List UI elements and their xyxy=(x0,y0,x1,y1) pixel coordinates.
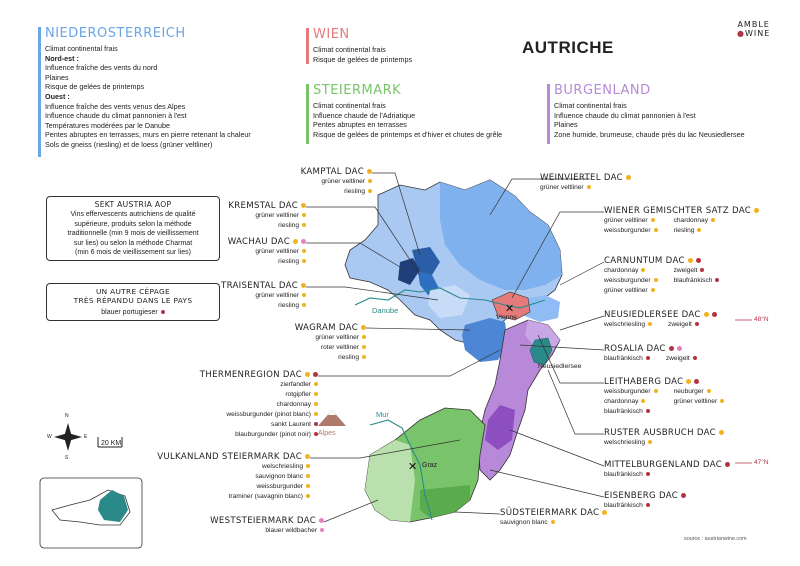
dac-label xyxy=(604,377,724,417)
dac-title xyxy=(301,167,372,177)
grape-name: blauburgunder (pinot noir) xyxy=(235,431,311,438)
grape-variety xyxy=(674,397,725,407)
grape-variety xyxy=(604,354,650,364)
red-dot xyxy=(693,356,697,360)
leader-ruster xyxy=(548,370,604,434)
red-dot xyxy=(646,503,650,507)
grape-variety xyxy=(301,187,372,197)
white-dot xyxy=(306,474,310,478)
grape-variety xyxy=(200,420,318,430)
white-dot xyxy=(302,213,306,217)
dac-label xyxy=(228,237,306,267)
grape-column xyxy=(604,387,658,417)
dac-title xyxy=(200,370,318,380)
grape-variety xyxy=(157,482,310,492)
grape-icon: ● xyxy=(737,29,745,38)
red-dot xyxy=(646,472,650,476)
grape-variety xyxy=(604,438,724,448)
dac-name: CARNUNTUM DAC xyxy=(604,256,685,266)
grape-variety xyxy=(604,320,652,330)
grape-name: sankt Laurent xyxy=(271,421,311,428)
grape-name: zierfandler xyxy=(280,381,311,388)
grape-variety xyxy=(200,400,318,410)
white-dot xyxy=(648,440,652,444)
grape-name: blaufränkisch xyxy=(604,355,643,362)
graz-marker-icon: ✕ xyxy=(408,460,418,473)
grape-name: grüner veltliner xyxy=(673,398,718,405)
niederosterreich-line: Influence fraîche des vents venus des Alpes xyxy=(45,101,186,111)
grape-name: grüner veltliner xyxy=(321,178,365,185)
grape-variety xyxy=(674,387,725,397)
leader-mittelburgenland xyxy=(510,430,604,466)
grape-variety xyxy=(200,380,318,390)
grape-variety xyxy=(221,301,306,311)
grape-name: weissburgunder xyxy=(256,483,303,490)
white-dot xyxy=(551,520,555,524)
wien-title: WIEN xyxy=(313,27,350,42)
white-dot xyxy=(306,464,310,468)
leader-weststeiermark xyxy=(324,500,378,522)
dac-title xyxy=(157,452,310,462)
grape-name: riesling xyxy=(278,258,299,265)
white-dot xyxy=(686,379,691,384)
dac-label xyxy=(540,173,631,193)
white-dot xyxy=(301,203,306,208)
niederosterreich-line: Plaines xyxy=(45,72,69,82)
white-dot xyxy=(648,322,652,326)
rose-dot xyxy=(320,528,324,532)
red-dot xyxy=(681,493,686,498)
grape-variety xyxy=(157,472,310,482)
grape-variety xyxy=(210,526,324,536)
grape-name: grüner veltliner xyxy=(315,334,359,341)
grape-name: grüner veltliner xyxy=(255,212,299,219)
grape-name: riesling xyxy=(344,188,365,195)
red-dot xyxy=(646,356,650,360)
grape-columns xyxy=(604,266,719,296)
region-sudsteiermark xyxy=(420,485,470,518)
rose-dot xyxy=(677,346,682,351)
dac-title xyxy=(221,281,306,291)
grape-name: grüner veltliner xyxy=(604,217,648,224)
red-dot xyxy=(715,278,719,282)
grape-variety xyxy=(228,211,306,221)
grape-variety xyxy=(295,333,366,343)
grape-name: riesling xyxy=(338,354,359,361)
white-dot xyxy=(654,278,658,282)
grape-variety xyxy=(157,462,310,472)
dac-label xyxy=(500,508,607,528)
white-dot xyxy=(641,399,645,403)
grape-column xyxy=(666,354,697,364)
white-dot xyxy=(314,412,318,416)
white-dot xyxy=(302,293,306,297)
grape-name: chardonnay xyxy=(604,267,639,274)
white-dot xyxy=(654,389,658,393)
white-dot xyxy=(626,175,631,180)
grape-name: blaufränkisch xyxy=(604,471,643,478)
dac-name: WEINVIERTEL DAC xyxy=(540,173,623,183)
grape-variety xyxy=(200,410,318,420)
grape-variety xyxy=(604,470,730,480)
vienne-label: Vienne xyxy=(496,314,518,321)
cepage-line: UN AUTRE CÉPAGE xyxy=(95,287,171,296)
red-dot xyxy=(712,312,717,317)
grape-name: zweigelt xyxy=(673,267,698,274)
grape-name: rotgipfler xyxy=(285,391,311,398)
compass-n: N xyxy=(65,413,69,419)
grape-variety xyxy=(604,501,686,511)
white-dot xyxy=(704,312,709,317)
grape-column xyxy=(604,216,658,236)
cepage-line: TRÈS RÉPANDU DANS LE PAYS xyxy=(73,296,193,306)
dac-title xyxy=(604,310,717,320)
white-dot xyxy=(754,208,759,213)
white-dot xyxy=(641,268,645,272)
grape-variety xyxy=(604,276,658,286)
alpes-label: Alpes xyxy=(318,430,336,437)
dac-title xyxy=(500,508,607,518)
dac-label xyxy=(604,428,724,448)
dac-label xyxy=(200,370,318,440)
grape-variety xyxy=(228,247,306,257)
grape-variety xyxy=(604,216,658,226)
white-dot xyxy=(361,325,366,330)
grape-variety xyxy=(604,266,658,276)
white-dot xyxy=(697,228,701,232)
grape-name: chardonnay xyxy=(673,217,709,224)
steiermark-line: Risque de gelées de printemps et d'hiver et chutes de grêle xyxy=(313,129,503,139)
grape-name: zweigelt xyxy=(668,321,692,328)
grape-variety xyxy=(604,387,658,397)
niederosterreich-title: NIEDEROSTERREICH xyxy=(45,26,186,41)
dac-title xyxy=(604,206,759,216)
white-dot xyxy=(602,510,607,515)
white-dot xyxy=(305,372,310,377)
wien-line: Climat continental frais xyxy=(313,45,386,54)
lat47-label: 47°N xyxy=(754,459,769,466)
grape-columns xyxy=(604,320,717,330)
dac-title xyxy=(295,323,366,333)
grape-name: sauvignon blanc xyxy=(500,519,548,526)
grape-variety xyxy=(604,286,658,296)
alpes-snow-icon xyxy=(328,410,336,415)
niederosterreich-line: Pentes abruptes en terrasses, murs en pierre retenant la chaleur xyxy=(45,130,251,140)
white-dot xyxy=(587,185,591,189)
white-dot xyxy=(362,335,366,339)
grape-name: welschriesling xyxy=(604,439,646,446)
grape-name: blauer wildbacher xyxy=(265,527,317,534)
white-dot xyxy=(305,454,310,459)
white-dot xyxy=(651,218,655,222)
dac-title xyxy=(604,491,686,501)
grape-variety xyxy=(674,216,715,226)
danube-label: Danube xyxy=(372,306,399,315)
grape-name: grüner veltliner xyxy=(604,287,648,294)
dac-name: ROSALIA DAC xyxy=(604,344,666,354)
grape-name: neuburger xyxy=(673,388,704,395)
dac-name: RUSTER AUSBRUCH DAC xyxy=(604,428,716,438)
leader-eisenberg xyxy=(490,470,604,497)
dac-name: SÜDSTEIERMARK DAC xyxy=(500,508,600,518)
grape-column xyxy=(674,266,720,296)
cepage-grape: blauer portugieser xyxy=(51,308,215,317)
grape-variety xyxy=(200,390,318,400)
white-dot xyxy=(711,218,715,222)
dac-name: NEUSIEDLERSEE DAC xyxy=(604,310,701,320)
grape-name: roter veltliner xyxy=(320,344,359,351)
dac-title xyxy=(604,428,724,438)
dac-name: WIENER GEMISCHTER SATZ DAC xyxy=(604,206,752,216)
grape-name: grüner veltliner xyxy=(540,184,584,191)
dac-name: TRAISENTAL DAC xyxy=(221,281,298,291)
grape-variety xyxy=(200,430,318,440)
dac-name: VULKANLAND STEIERMARK DAC xyxy=(157,452,302,462)
grape-name: sauvignon blanc xyxy=(255,473,303,480)
steiermark-line: Pentes abruptes en terrasses xyxy=(313,120,407,130)
grape-name: weissburgunder xyxy=(604,388,651,395)
burgenland-line: Climat continental frais xyxy=(554,101,627,110)
dac-name: WAGRAM DAC xyxy=(294,323,358,333)
grape-name: blaufränkisch xyxy=(604,408,643,415)
white-dot xyxy=(306,494,310,498)
grape-column xyxy=(604,320,652,330)
burgenland-title: BURGENLAND xyxy=(554,83,651,98)
dac-label xyxy=(210,516,324,536)
grape-variety xyxy=(228,257,306,267)
grape-name: grüner veltliner xyxy=(255,248,299,255)
white-dot xyxy=(367,169,372,174)
dac-name: WACHAU DAC xyxy=(227,237,290,247)
white-dot xyxy=(368,179,372,183)
dac-title xyxy=(540,173,631,183)
white-dot xyxy=(362,355,366,359)
white-dot xyxy=(302,223,306,227)
white-dot xyxy=(720,399,724,403)
steiermark-title: STEIERMARK xyxy=(313,83,402,98)
dac-label xyxy=(157,452,310,502)
logo-line1: AMBLE xyxy=(737,20,770,29)
grape-name: blaufränkisch xyxy=(673,277,713,284)
compass-w: W xyxy=(47,434,52,440)
grape-variety xyxy=(157,492,310,502)
sekt-line: (min 6 mois de vieillissement sur lies) xyxy=(75,249,191,257)
grape-column xyxy=(604,266,658,296)
grape-name: blaufränkisch xyxy=(604,502,643,509)
niederosterreich-line: Influence chaude du climat pannonien à l'est xyxy=(45,111,187,121)
dac-label xyxy=(228,201,306,231)
dac-name: EISENBERG DAC xyxy=(604,491,679,501)
niederosterreich-line: Risque de gelées de printemps xyxy=(45,82,145,92)
grape-variety xyxy=(221,291,306,301)
graz-label: Graz xyxy=(422,462,438,469)
grape-name: weissburgunder (pinot blanc) xyxy=(226,411,311,418)
grape-name: chardonnay xyxy=(604,398,639,405)
dac-title xyxy=(604,460,730,470)
red-dot xyxy=(313,372,318,377)
dac-label xyxy=(604,491,686,511)
burgenland-line: Zone humide, brumeuse, chaude près du lac Neusiedlersee xyxy=(554,129,745,139)
grape-columns xyxy=(604,354,697,364)
dac-name: KREMSTAL DAC xyxy=(228,201,298,211)
white-dot xyxy=(719,430,724,435)
neusiedlersee-label: Neusiedlersee xyxy=(538,363,582,370)
white-dot xyxy=(301,283,306,288)
grape-variety xyxy=(674,226,715,236)
red-dot xyxy=(700,268,704,272)
grape-name: welschriesling xyxy=(604,321,646,328)
dac-title xyxy=(604,256,719,266)
grape-variety xyxy=(604,397,658,407)
grape-column xyxy=(674,387,725,417)
rose-dot xyxy=(319,518,324,523)
dac-name: LEITHABERG DAC xyxy=(604,377,684,387)
grape-variety xyxy=(668,320,699,330)
grape-variety xyxy=(500,518,607,528)
sekt-line: Vins effervescents autrichiens de qualité xyxy=(70,211,196,219)
grape-variety xyxy=(604,226,658,236)
white-dot xyxy=(654,228,658,232)
dac-name: WESTSTEIERMARK DAC xyxy=(210,516,316,526)
leader-sudsteiermark xyxy=(455,512,500,514)
grape-name: zweigelt xyxy=(665,355,690,362)
compass-e: E xyxy=(84,434,88,440)
sekt-title: SEKT AUSTRIA AOP xyxy=(94,200,172,209)
grape-name: chardonnay xyxy=(276,401,311,408)
rose-dot xyxy=(301,239,306,244)
white-dot xyxy=(314,382,318,386)
dac-label xyxy=(604,460,730,480)
niederosterreich-line: Nord-est : xyxy=(45,53,79,63)
red-dot xyxy=(314,422,318,426)
white-dot xyxy=(306,484,310,488)
steiermark-line: Climat continental frais xyxy=(313,101,386,110)
grape-variety xyxy=(604,407,658,417)
grape-variety xyxy=(540,183,631,193)
dac-label xyxy=(604,256,719,296)
niederosterreich-line: Ouest : xyxy=(45,91,70,101)
dac-label xyxy=(604,310,717,330)
white-dot xyxy=(314,402,318,406)
white-dot xyxy=(651,288,655,292)
dac-label xyxy=(301,167,372,197)
white-dot xyxy=(302,249,306,253)
red-dot xyxy=(646,409,650,413)
scale-label: 20 KM xyxy=(101,440,122,447)
dac-title xyxy=(210,516,324,526)
white-dot xyxy=(707,389,711,393)
grape-name: grüner veltliner xyxy=(255,292,299,299)
grape-column xyxy=(668,320,699,330)
grape-variety xyxy=(301,177,372,187)
dac-title xyxy=(604,344,697,354)
source: source : austrianwine.com xyxy=(684,536,747,542)
dac-label xyxy=(604,206,759,236)
red-dot xyxy=(695,322,699,326)
grape-variety xyxy=(666,354,697,364)
niederosterreich-line: Influence fraîche des vents du nord xyxy=(45,63,158,73)
dac-title xyxy=(604,377,724,387)
grape-name: welschriesling xyxy=(261,463,303,470)
grape-name: riesling xyxy=(278,222,299,229)
white-dot xyxy=(302,303,306,307)
grape-variety xyxy=(674,276,720,286)
dac-title xyxy=(228,237,306,247)
grape-name: riesling xyxy=(673,227,695,234)
grape-name: riesling xyxy=(278,302,299,309)
vienne-marker-icon: ✕ xyxy=(505,302,515,315)
white-dot xyxy=(362,345,366,349)
dac-title xyxy=(228,201,306,211)
compass-s: S xyxy=(65,455,69,461)
grape-name: traminer (savagnin blanc) xyxy=(228,493,303,500)
white-dot xyxy=(302,259,306,263)
mur-label: Mur xyxy=(376,410,389,419)
compass-rose-icon xyxy=(54,423,82,451)
logo-line2: ●WINE xyxy=(737,29,771,38)
page-title: AUTRICHE xyxy=(522,38,614,57)
niederosterreich-line: Climat continental frais xyxy=(45,44,118,53)
burgenland-line: Influence chaude du climat pannonien à l'est xyxy=(554,110,696,120)
niederosterreich-line: Sols de gneiss (riesling) et de loess (grüner veltliner) xyxy=(45,139,213,149)
white-dot xyxy=(314,392,318,396)
sekt-line: sur lies) ou selon la méthode Charmat xyxy=(73,239,193,247)
grape-variety xyxy=(674,266,720,276)
red-dot xyxy=(725,462,730,467)
dac-name: KAMPTAL DAC xyxy=(300,167,364,177)
sekt-line: supérieure, produits selon la méthode xyxy=(74,220,192,228)
burgenland-line: Plaines xyxy=(554,120,578,130)
red-dot xyxy=(694,379,699,384)
red-dot xyxy=(696,258,701,263)
dac-name: MITTELBURGENLAND DAC xyxy=(604,460,723,470)
grape-variety xyxy=(228,221,306,231)
steiermark-line: Influence chaude de l'Adriatique xyxy=(313,110,416,120)
white-dot xyxy=(368,189,372,193)
red-dot xyxy=(314,432,318,436)
grape-column xyxy=(674,216,715,236)
niederosterreich-line: Températures modérées par le Danube xyxy=(45,120,171,130)
red-dot xyxy=(669,346,674,351)
white-dot xyxy=(688,258,693,263)
dac-label xyxy=(221,281,306,311)
dac-name: THERMENREGION DAC xyxy=(199,370,302,380)
sekt-line: traditionnelle (min 9 mois de vieillissement xyxy=(67,230,199,238)
grape-columns xyxy=(604,387,724,417)
dac-label xyxy=(295,323,366,363)
white-dot xyxy=(293,239,298,244)
grape-variety xyxy=(295,353,366,363)
leader-carnuntum xyxy=(560,262,604,285)
grape-column xyxy=(604,354,650,364)
grape-name: weissburgunder xyxy=(604,227,651,234)
grape-columns xyxy=(604,216,759,236)
leader-neusiedlersee xyxy=(560,316,604,330)
lat48-label: 48°N xyxy=(754,316,769,323)
dac-label xyxy=(604,344,697,364)
grape-name: weissburgunder xyxy=(604,277,651,284)
wien-line: Risque de gelées de printemps xyxy=(313,54,413,64)
grape-variety xyxy=(295,343,366,353)
